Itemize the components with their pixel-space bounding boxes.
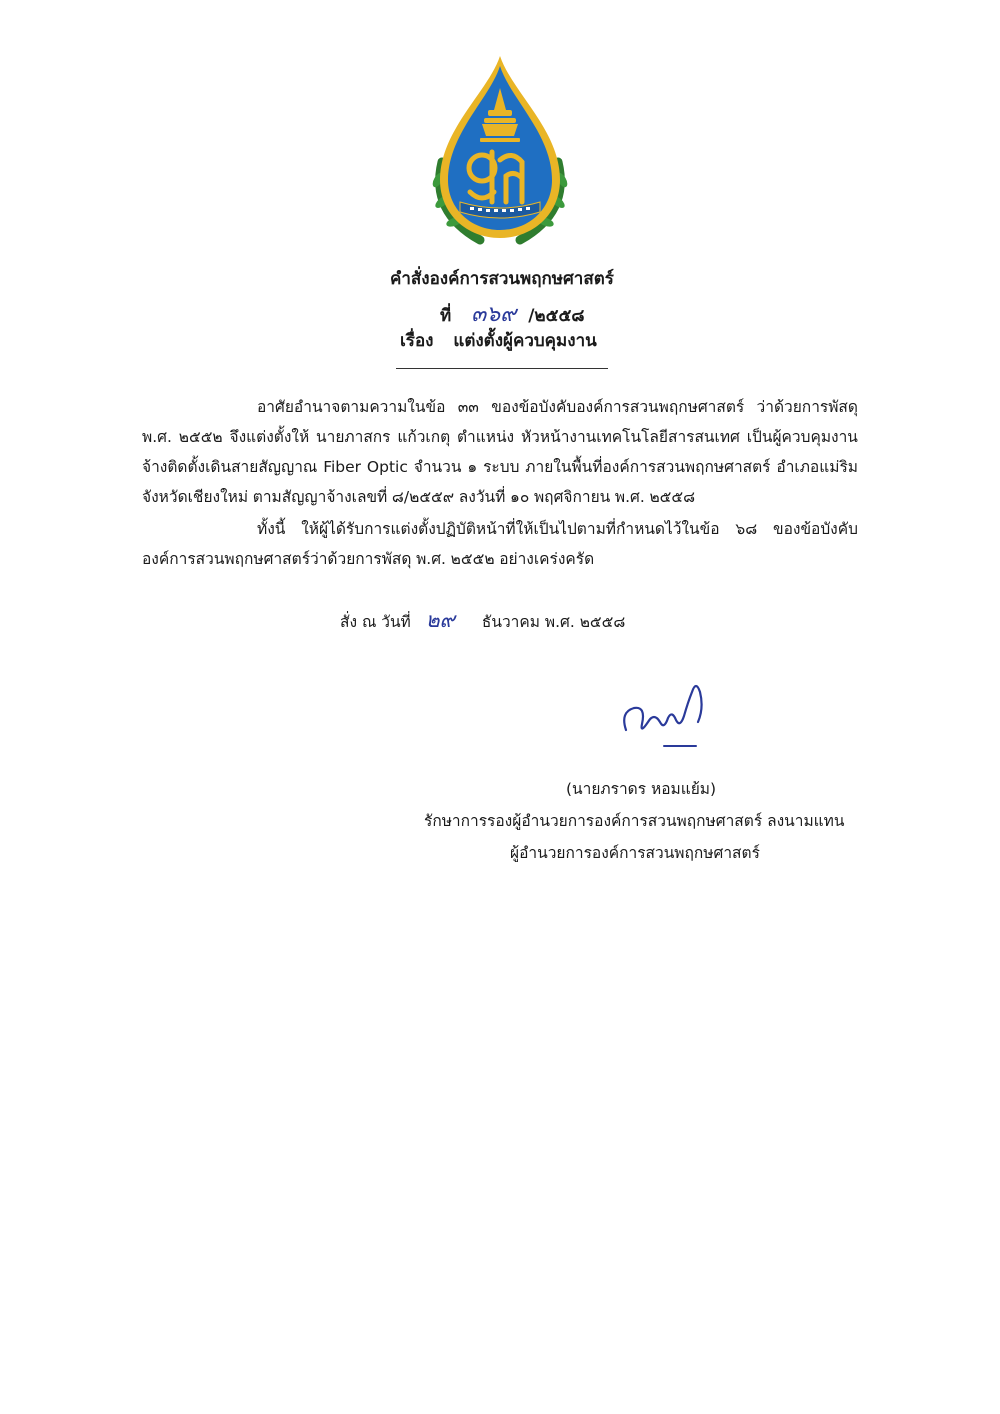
order-date-day-handwritten: ๒๙ [425, 608, 455, 632]
order-title: คำสั่งองค์การสวนพฤกษศาสตร์ [390, 269, 614, 289]
paragraph-line: พ.ศ. ๒๕๕๒ จึงแต่งตั้งให้ นายภาสกร แก้วเกตุ ตำแหน่ง หัวหน้างานเทคโนโลยีสารสนเทศ เป็นผู้ควบคุมงาน [142, 428, 858, 446]
body-paragraph-1 [142, 392, 858, 512]
paragraph-line: อาศัยอำนาจตามความในข้อ ๓๓ ของข้อบังคับองค์การสวนพฤกษศาสตร์ ว่าด้วยการพัสดุ [257, 398, 858, 416]
subject-line [400, 327, 597, 354]
subject-text: แต่งตั้งผู้ควบคุมงาน [453, 331, 597, 351]
handwritten-signature [612, 672, 722, 752]
order-number-label: ที่ [440, 306, 452, 326]
signatory-name: (นายภราดร หอมแย้ม) [566, 780, 717, 798]
order-date-prefix: สั่ง ณ วันที่ [340, 613, 411, 631]
paragraph-line: องค์การสวนพฤกษศาสตร์ว่าด้วยการพัสดุ พ.ศ. ๒๕๕๒ อย่างเคร่งครัด [142, 550, 595, 568]
subject-label: เรื่อง [400, 331, 434, 351]
signatory-position-line-2: ผู้อำนวยการองค์การสวนพฤกษศาสตร์ [510, 844, 760, 862]
order-number-line [440, 296, 584, 331]
order-number-year: /๒๕๕๘ [528, 306, 585, 326]
organization-emblem-logo [420, 52, 580, 252]
order-date-line [340, 604, 625, 637]
paragraph-line: จังหวัดเชียงใหม่ ตามสัญญาจ้างเลขที่ ๘/๒๕๕๙ ลงวันที่ ๑๐ พฤศจิกายน พ.ศ. ๒๕๕๘ [142, 488, 696, 506]
paragraph-line: ทั้งนี้ ให้ผู้ได้รับการแต่งตั้งปฏิบัติหน้าที่ให้เป็นไปตามที่กำหนดไว้ในข้อ ๖๘ ของข้อบังคับ [257, 520, 858, 538]
signatory-position-line-1: รักษาการรองผู้อำนวยการองค์การสวนพฤกษศาสตร์ ลงนามแทน [424, 812, 845, 830]
header-divider [396, 368, 608, 369]
order-number-handwritten: ๓๖๙ [471, 302, 517, 327]
order-date-month-year: ธันวาคม พ.ศ. ๒๕๕๘ [481, 613, 626, 631]
body-paragraph-2 [142, 514, 858, 574]
paragraph-line: จ้างติดตั้งเดินสายสัญญาณ Fiber Optic จำนวน ๑ ระบบ ภายในพื้นที่องค์การสวนพฤกษศาสตร์ อำเภอแม่ริม [142, 458, 858, 476]
